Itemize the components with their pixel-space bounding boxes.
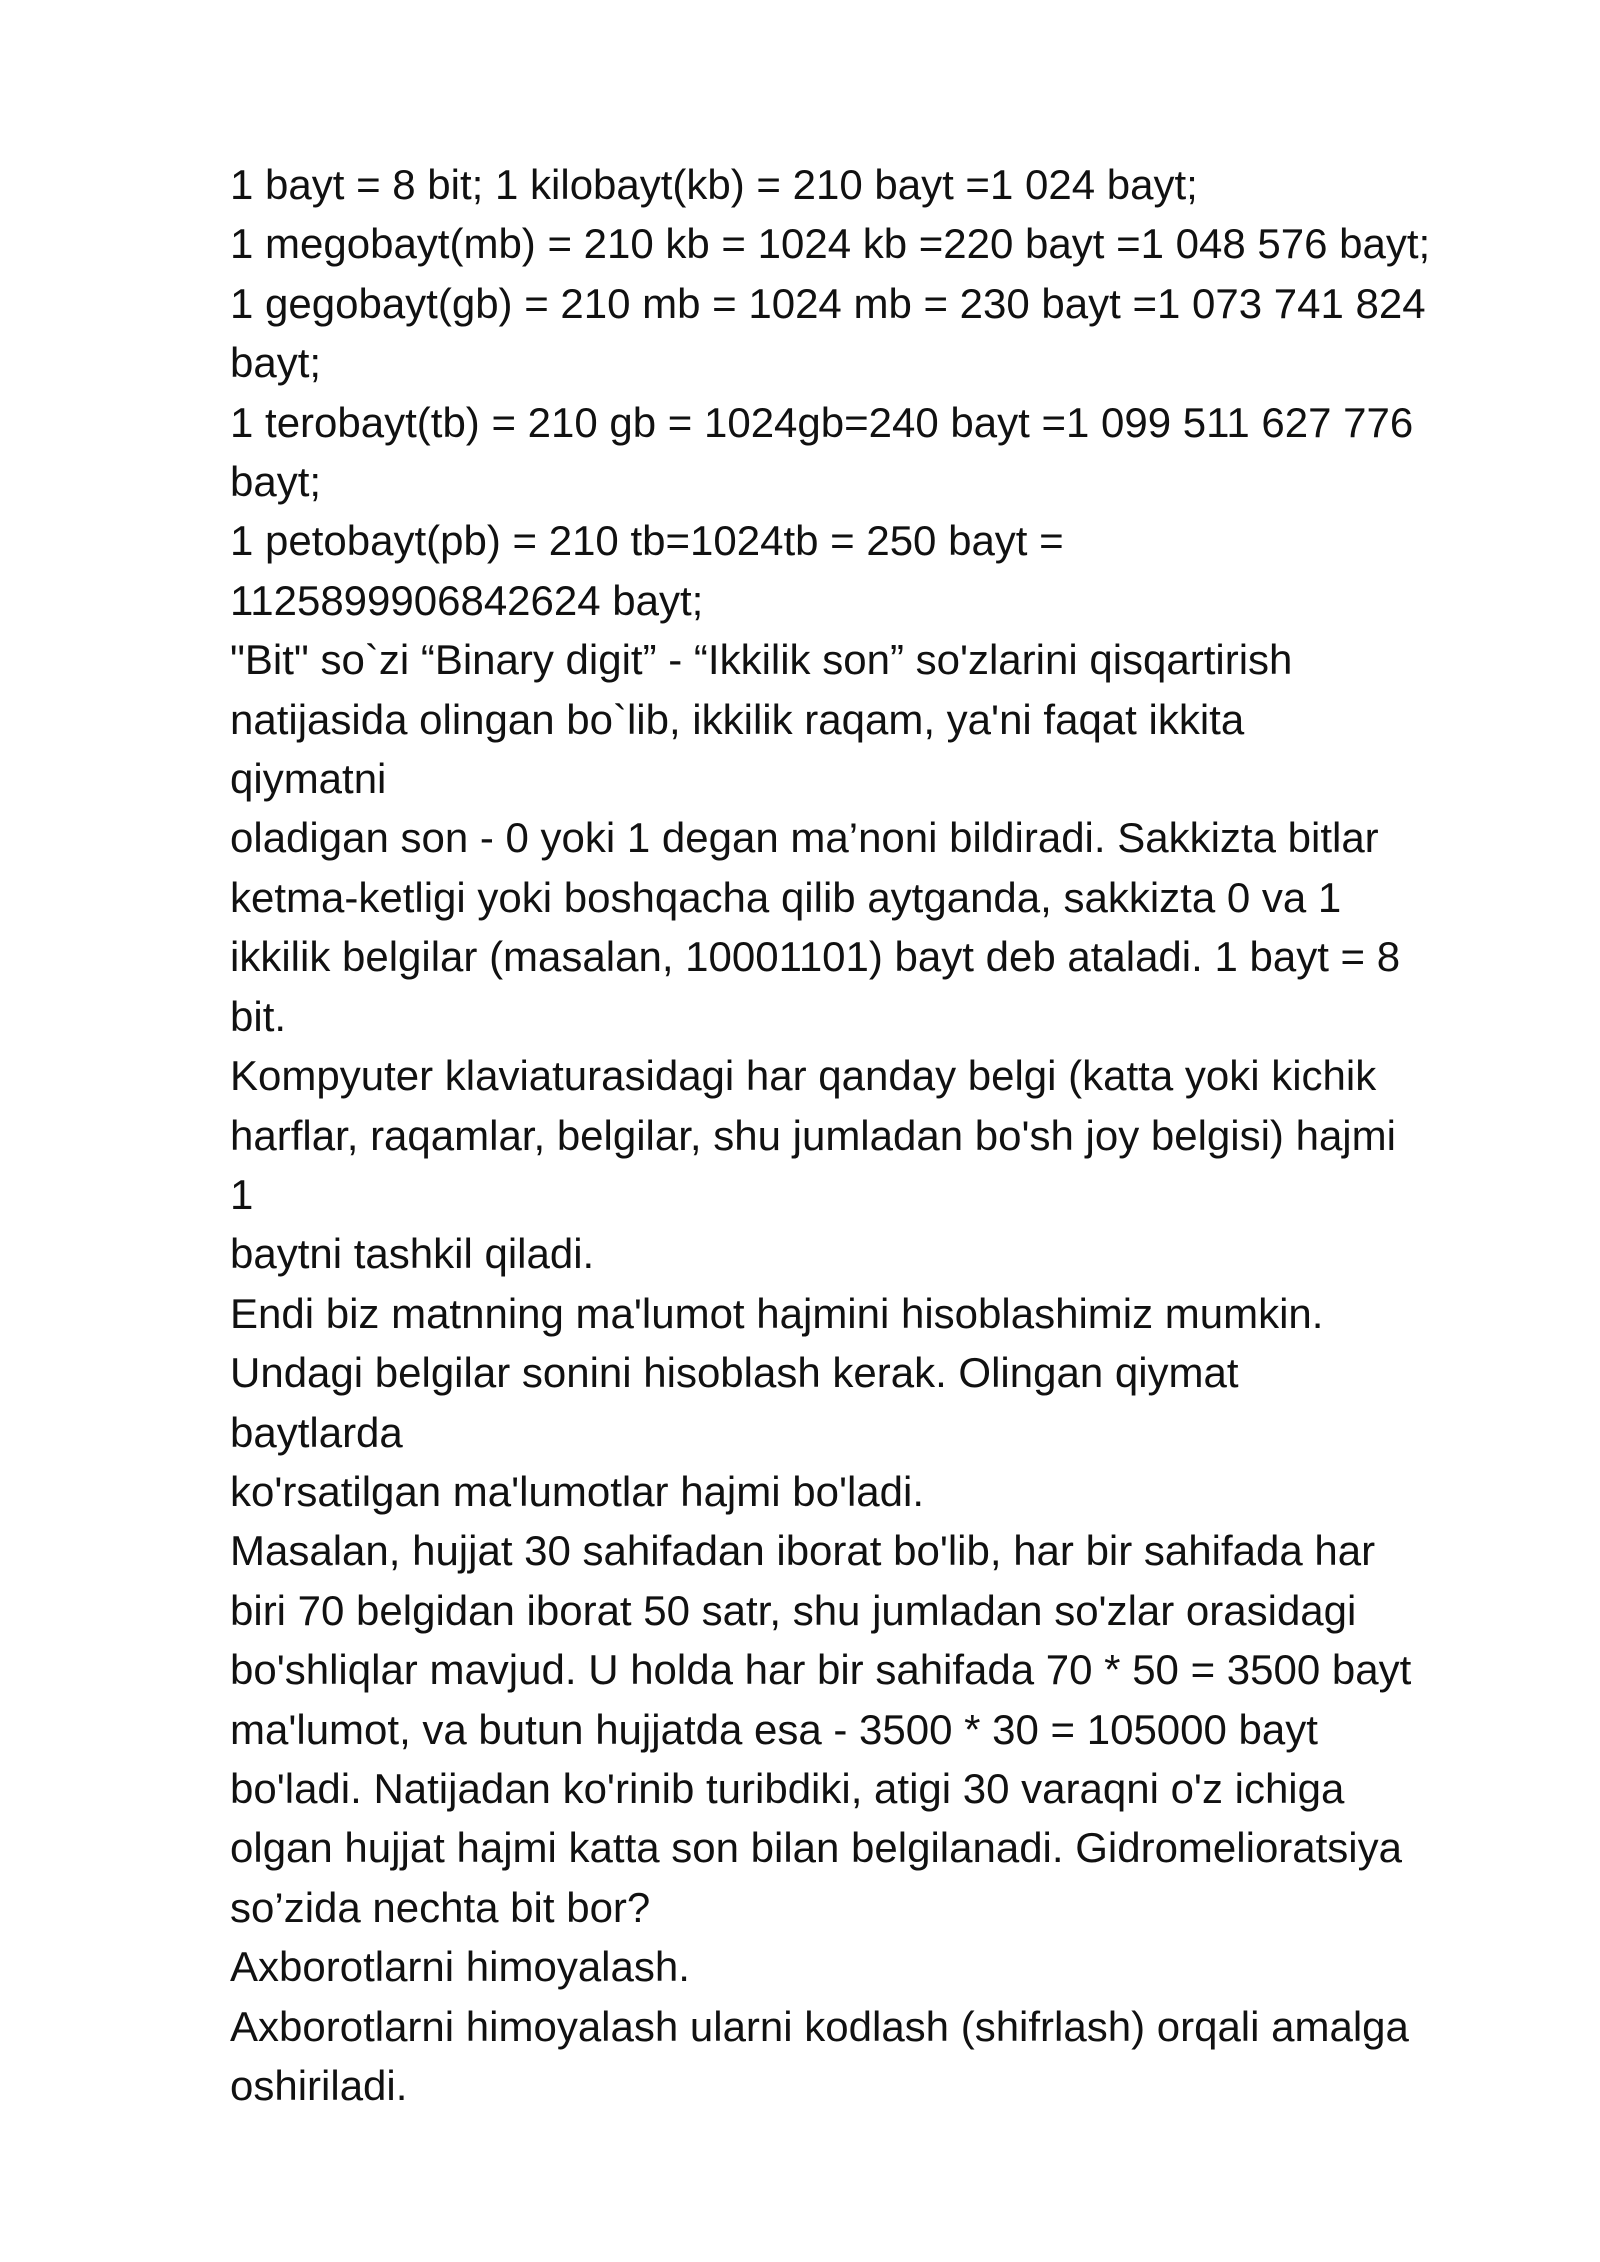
text-line: Axborotlarni himoyalash. — [230, 1943, 690, 1991]
text-line: natijasida olingan bo`lib, ikkilik raqam, ya'ni faqat ikkita — [230, 695, 1245, 743]
text-line: ko'rsatilgan ma'lumotlar hajmi bo'ladi. — [230, 1467, 925, 1515]
text-line: 1 petobayt(pb) = 210 tb=1024tb = 250 bayt = — [230, 517, 1064, 565]
text-line: baytlarda — [230, 1408, 403, 1456]
text-line: baytni tashkil qiladi. — [230, 1230, 595, 1278]
text-line: bayt; — [230, 458, 322, 506]
text-line: 1 — [230, 1170, 254, 1218]
text-line: harflar, raqamlar, belgilar, shu jumladan bo'sh joy belgisi) hajmi — [230, 1111, 1396, 1159]
text-line: 1 bayt = 8 bit; 1 kilobayt(kb) = 210 bayt =1 024 bayt; — [230, 161, 1198, 208]
text-line: bit. — [230, 992, 287, 1040]
text-line: bayt; — [230, 339, 322, 387]
text-line: 1125899906842624 bayt; — [230, 576, 704, 624]
text-line: oladigan son - 0 yoki 1 degan ma’noni bildiradi. Sakkizta bitlar — [230, 814, 1379, 862]
text-line: qiymatni — [230, 755, 387, 803]
document-page — [230, 155, 1530, 2115]
text-line: ma'lumot, va butun hujjatda esa - 3500 * 30 = 105000 bayt — [230, 1705, 1318, 1753]
text-line: so’zida nechta bit bor? — [230, 1883, 651, 1931]
text-line: bo'shliqlar mavjud. U holda har bir sahifada 70 * 50 = 3500 bayt — [230, 1646, 1412, 1694]
text-line: ikkilik belgilar (masalan, 10001101) bayt deb ataladi. 1 bayt = 8 — [230, 933, 1401, 981]
text-line: 1 gegobayt(gb) = 210 mb = 1024 mb = 230 bayt =1 073 741 824 — [230, 279, 1426, 327]
text-line: ketma-ketligi yoki boshqacha qilib aytganda, sakkizta 0 va 1 — [230, 873, 1342, 921]
text-line: Endi biz matnning ma'lumot hajmini hisoblashimiz mumkin. — [230, 1289, 1324, 1337]
text-line: "Bit" so`zi “Binary digit” - “Ikkilik son” so'zlarini qisqartirish — [230, 636, 1293, 684]
text-line: olgan hujjat hajmi katta son bilan belgilanadi. Gidromelioratsiya — [230, 1824, 1403, 1872]
text-line: Kompyuter klaviaturasidagi har qanday belgi (katta yoki kichik — [230, 1052, 1377, 1100]
text-line: oshiriladi. — [230, 2062, 408, 2109]
text-line: bo'ladi. Natijadan ko'rinib turibdiki, atigi 30 varaqni o'z ichiga — [230, 1764, 1345, 1812]
text-line: Masalan, hujjat 30 sahifadan iborat bo'lib, har bir sahifada har — [230, 1527, 1376, 1575]
text-line: 1 megobayt(mb) = 210 kb = 1024 kb =220 bayt =1 048 576 bayt; — [230, 220, 1431, 268]
text-line: Undagi belgilar sonini hisoblash kerak. Olingan qiymat — [230, 1349, 1239, 1397]
text-line: 1 terobayt(tb) = 210 gb = 1024gb=240 bayt =1 099 511 627 776 — [230, 398, 1414, 446]
text-line: Axborotlarni himoyalash ularni kodlash (shifrlash) orqali amalga — [230, 2002, 1409, 2050]
text-line: biri 70 belgidan iborat 50 satr, shu jumladan so'zlar orasidagi — [230, 1586, 1357, 1634]
